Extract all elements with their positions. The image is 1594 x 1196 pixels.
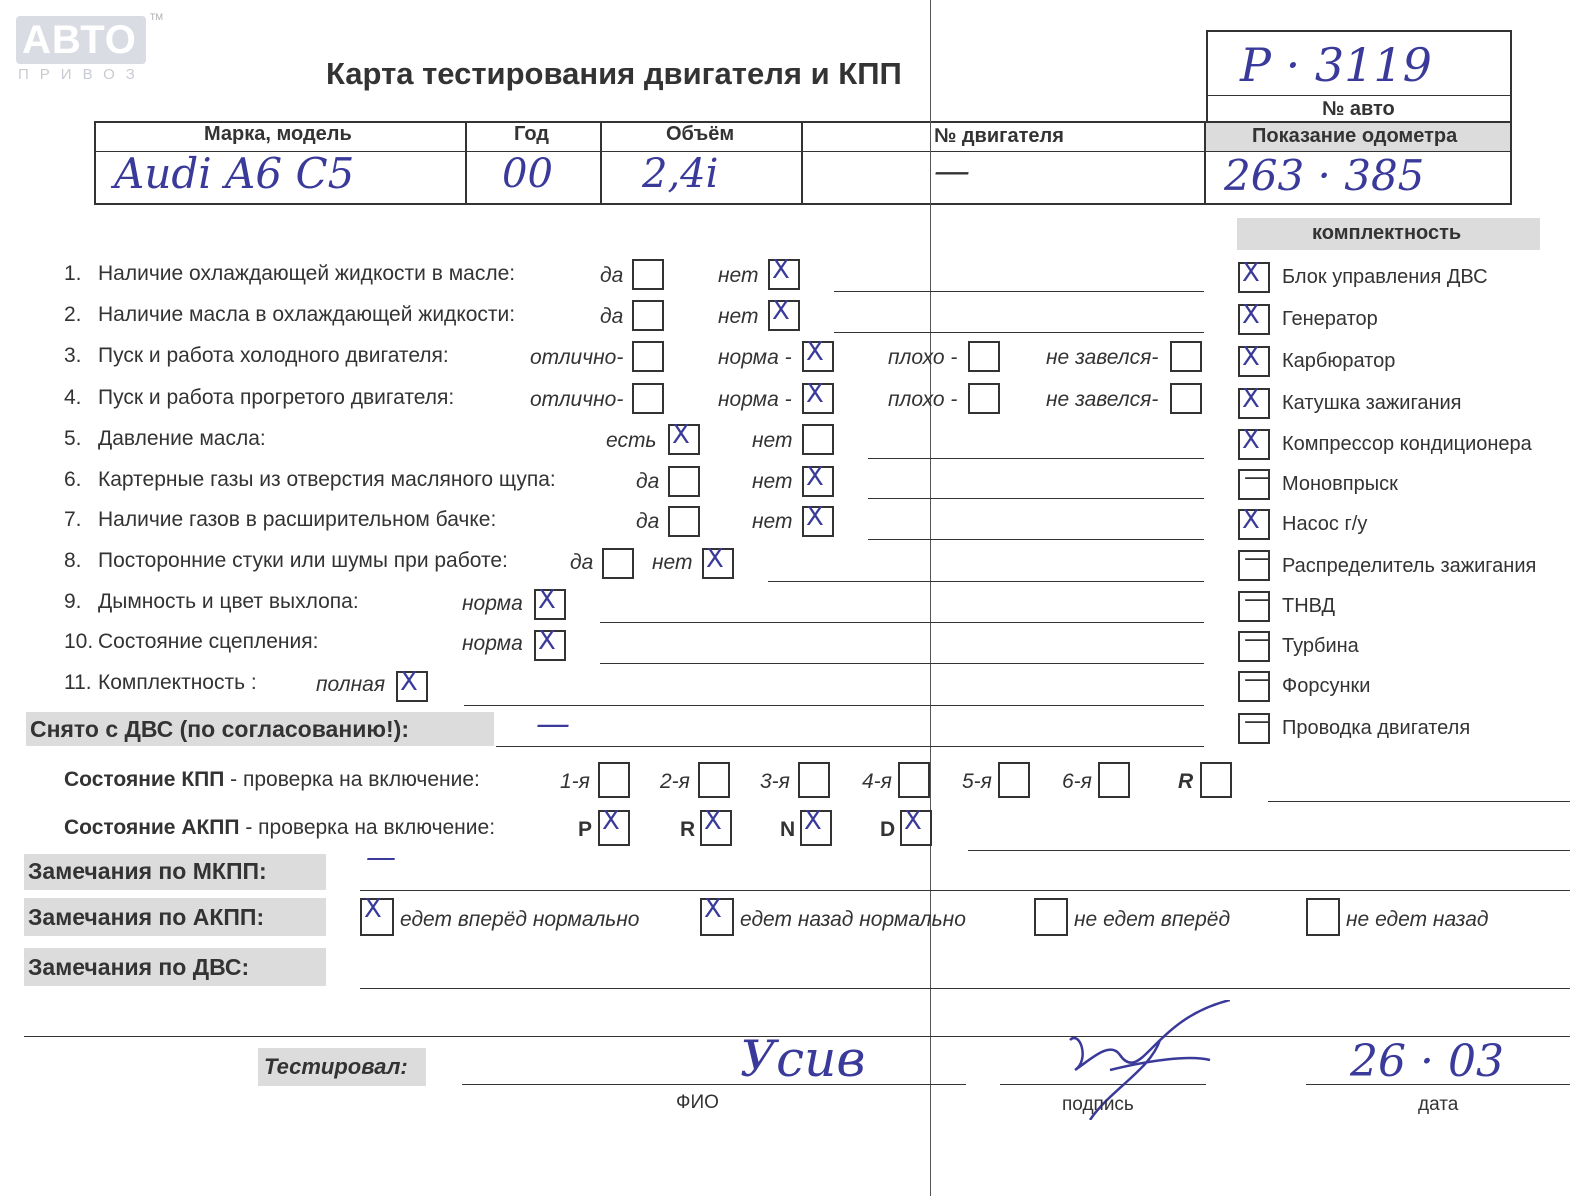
removed-value: — [536,704,570,744]
checkbox[interactable] [668,466,700,497]
val-odometer: 263 · 385 [1224,151,1425,200]
item-label: Давление масла: [98,427,266,450]
kpp-title: Состояние КПП [64,768,225,791]
checkbox[interactable] [602,548,634,579]
item-label: Состояние сцепления: [98,630,319,653]
gear-checkbox[interactable] [1098,762,1130,798]
item-label: Картерные газы из отверстия масляного щупа: [98,468,556,491]
plate-value: Р · 3119 [1240,38,1432,92]
option-label: плохо - [888,346,958,369]
checkbox-checked[interactable]: ꓫ [668,424,700,455]
remarks-dvs-label: Замечания по ДВС: [28,954,250,980]
option-label: нет [752,429,793,452]
gear-checkbox-checked[interactable]: ꓫ [800,810,832,846]
gear-checkbox-checked[interactable]: ꓫ [598,810,630,846]
checkbox-checked[interactable]: ꓫ [1238,429,1270,460]
completeness-item: Моновпрыск [1282,473,1398,495]
akpp-title: Состояние АКПП [64,816,240,839]
checkbox[interactable] [632,341,664,372]
completeness-item: ТНВД [1282,595,1336,617]
val-engine-no: — [934,151,970,192]
gear-label: 3-я [760,770,790,793]
checkbox-checked[interactable]: ꓫ [768,300,800,331]
option-label: отлично- [530,388,624,411]
date-value: 26 · 03 [1350,1036,1504,1087]
checkbox-checked[interactable]: ꓫ [802,466,834,497]
akpp-reverse-ok-checkbox[interactable]: ꓫ [700,898,734,936]
completeness-header: комплектность [1312,222,1462,244]
completeness-item: Компрессор кондиционера [1282,433,1532,455]
checkbox-dash[interactable]: — [1238,591,1270,622]
gear-label: 6-я [1062,770,1092,793]
gear-label: 2-я [660,770,690,793]
gear-checkbox[interactable] [698,762,730,798]
item-number: 3. [64,344,82,367]
completeness-item: Проводка двигателя [1282,717,1471,739]
completeness-item: Турбина [1282,635,1359,657]
option-label: полная [316,673,386,696]
gear-checkbox[interactable] [598,762,630,798]
item-label: Наличие охлаждающей жидкости в масле: [98,262,516,285]
logo-brand: АВТО [22,18,137,62]
val-year: 00 [502,151,553,197]
checkbox-checked[interactable]: ꓫ [534,630,566,661]
gear-checkbox[interactable] [1200,762,1232,798]
option-label: да [600,305,624,328]
checkbox-checked[interactable]: ꓫ [396,671,428,702]
item-number: 7. [64,508,82,531]
checkbox-dash[interactable]: — [1238,631,1270,662]
item-label: Наличие газов в расширительном бачке: [98,508,497,531]
option-label: норма [462,592,523,615]
checkbox[interactable] [668,506,700,537]
checkbox[interactable] [968,383,1000,414]
gear-label: 5-я [962,770,992,793]
fio-label: ФИО [676,1092,719,1113]
akpp-option-label: едет вперёд нормально [400,908,640,931]
item-label: Пуск и работа прогретого двигателя: [98,386,455,409]
completeness-item: Форсунки [1282,675,1371,697]
gear-label: R [680,818,696,841]
item-number: 4. [64,386,82,409]
plate-label: № авто [1322,98,1395,120]
checkbox-checked[interactable]: ꓫ [702,548,734,579]
header-table [94,121,1512,205]
kpp-subtitle: - проверка на включение: [224,768,480,791]
option-label: нет [752,470,793,493]
checkbox-checked[interactable]: ꓫ [802,341,834,372]
completeness-item: Карбюратор [1282,350,1396,372]
page-title: Карта тестирования двигателя и КПП [326,56,902,91]
checkbox[interactable] [802,424,834,455]
removed-label: Снято с ДВС (по согласованию!): [30,716,409,742]
checkbox-checked[interactable]: ꓫ [768,259,800,290]
fio-value: Усив [740,1030,866,1088]
item-number: 6. [64,468,82,491]
val-volume: 2,4i [642,151,719,197]
col-year: Год [514,123,549,145]
option-label: нет [752,510,793,533]
checkbox[interactable] [632,259,664,290]
gear-label: P [578,818,593,841]
option-label: норма [462,632,523,655]
gear-checkbox[interactable] [898,762,930,798]
item-label: Пуск и работа холодного двигателя: [98,344,449,367]
gear-label: 4-я [862,770,892,793]
item-number: 11. [64,671,92,694]
option-label: норма - [718,388,792,411]
checkbox[interactable] [1170,383,1202,414]
akpp-option-label: не едет назад [1346,908,1489,931]
item-number: 8. [64,549,82,572]
tested-label: Тестировал: [264,1054,408,1079]
checkbox[interactable] [632,383,664,414]
checkbox-dash[interactable]: — [1238,713,1270,744]
akpp-subtitle: - проверка на включение: [239,816,496,839]
akpp-no-reverse-checkbox[interactable] [1306,898,1340,936]
remarks-mkpp-label: Замечания по МКПП: [28,858,267,884]
item-number: 9. [64,590,82,613]
item-label: Дымность и цвет выхлопа: [98,590,359,613]
option-label: да [570,551,594,574]
completeness-item: Распределитель зажигания [1282,555,1537,577]
option-label: да [636,510,660,533]
option-label: нет [718,305,759,328]
completeness-item: Катушка зажигания [1282,392,1462,414]
item-label: Посторонние стуки или шумы при работе: [98,549,508,572]
fold-line [930,0,931,1196]
checkbox-checked[interactable]: ꓫ [1238,304,1270,335]
gear-checkbox[interactable] [998,762,1030,798]
date-label: дата [1418,1094,1459,1115]
checkbox[interactable] [632,300,664,331]
gear-label: N [780,818,796,841]
checkbox-checked[interactable]: ꓫ [1238,262,1270,293]
checkbox[interactable] [1170,341,1202,372]
item-number: 1. [64,262,82,285]
col-volume: Объём [666,123,735,145]
option-label: не завелся- [1046,346,1159,369]
remarks-mkpp-value: — [366,840,396,875]
logo-tm: TM [150,12,163,22]
remarks-akpp-label: Замечания по АКПП: [28,904,265,930]
akpp-forward-ok-checkbox[interactable]: ꓫ [360,898,394,936]
item-label: Комплектность : [98,671,257,694]
gear-label: 1-я [560,770,590,793]
checkbox-dash[interactable]: — [1238,469,1270,500]
option-label: нет [718,264,759,287]
gear-checkbox[interactable] [798,762,830,798]
checkbox-checked[interactable]: ꓫ [802,383,834,414]
checkbox-checked[interactable]: ꓫ [1238,388,1270,419]
option-label: да [636,470,660,493]
option-label: не завелся- [1046,388,1159,411]
completeness-item: Генератор [1282,308,1378,330]
option-label: есть [606,429,657,452]
item-number: 5. [64,427,82,450]
sign-label: подпись [1062,1094,1134,1115]
akpp-option-label: не едет вперёд [1074,908,1231,931]
gear-label: D [880,818,896,841]
val-model: Audi A6 C5 [114,149,355,198]
option-label: норма - [718,346,792,369]
item-number: 2. [64,303,82,326]
checkbox-dash[interactable]: — [1238,671,1270,702]
option-label: да [600,264,624,287]
checkbox-checked[interactable]: ꓫ [534,589,566,620]
col-model: Марка, модель [204,123,352,145]
akpp-option-label: едет назад нормально [740,908,966,931]
option-label: нет [652,551,693,574]
checkbox[interactable] [968,341,1000,372]
gear-checkbox-checked[interactable]: ꓫ [900,810,932,846]
gear-checkbox-checked[interactable]: ꓫ [700,810,732,846]
akpp-no-forward-checkbox[interactable] [1034,898,1068,936]
col-odometer: Показание одометра [1252,125,1458,147]
completeness-item: Блок управления ДВС [1282,266,1488,288]
option-label: отлично- [530,346,624,369]
completeness-item: Насос г/у [1282,513,1368,535]
gear-label: R [1178,770,1194,793]
checkbox-dash[interactable]: — [1238,550,1270,581]
col-engine-no: № двигателя [934,125,1064,147]
item-label: Наличие масла в охлаждающей жидкости: [98,303,516,326]
checkbox-checked[interactable]: ꓫ [1238,509,1270,540]
checkbox-checked[interactable]: ꓫ [802,506,834,537]
checkbox-checked[interactable]: ꓫ [1238,346,1270,377]
logo-sub: ПРИВОЗ [18,66,146,83]
item-number: 10. [64,630,94,653]
option-label: плохо - [888,388,958,411]
